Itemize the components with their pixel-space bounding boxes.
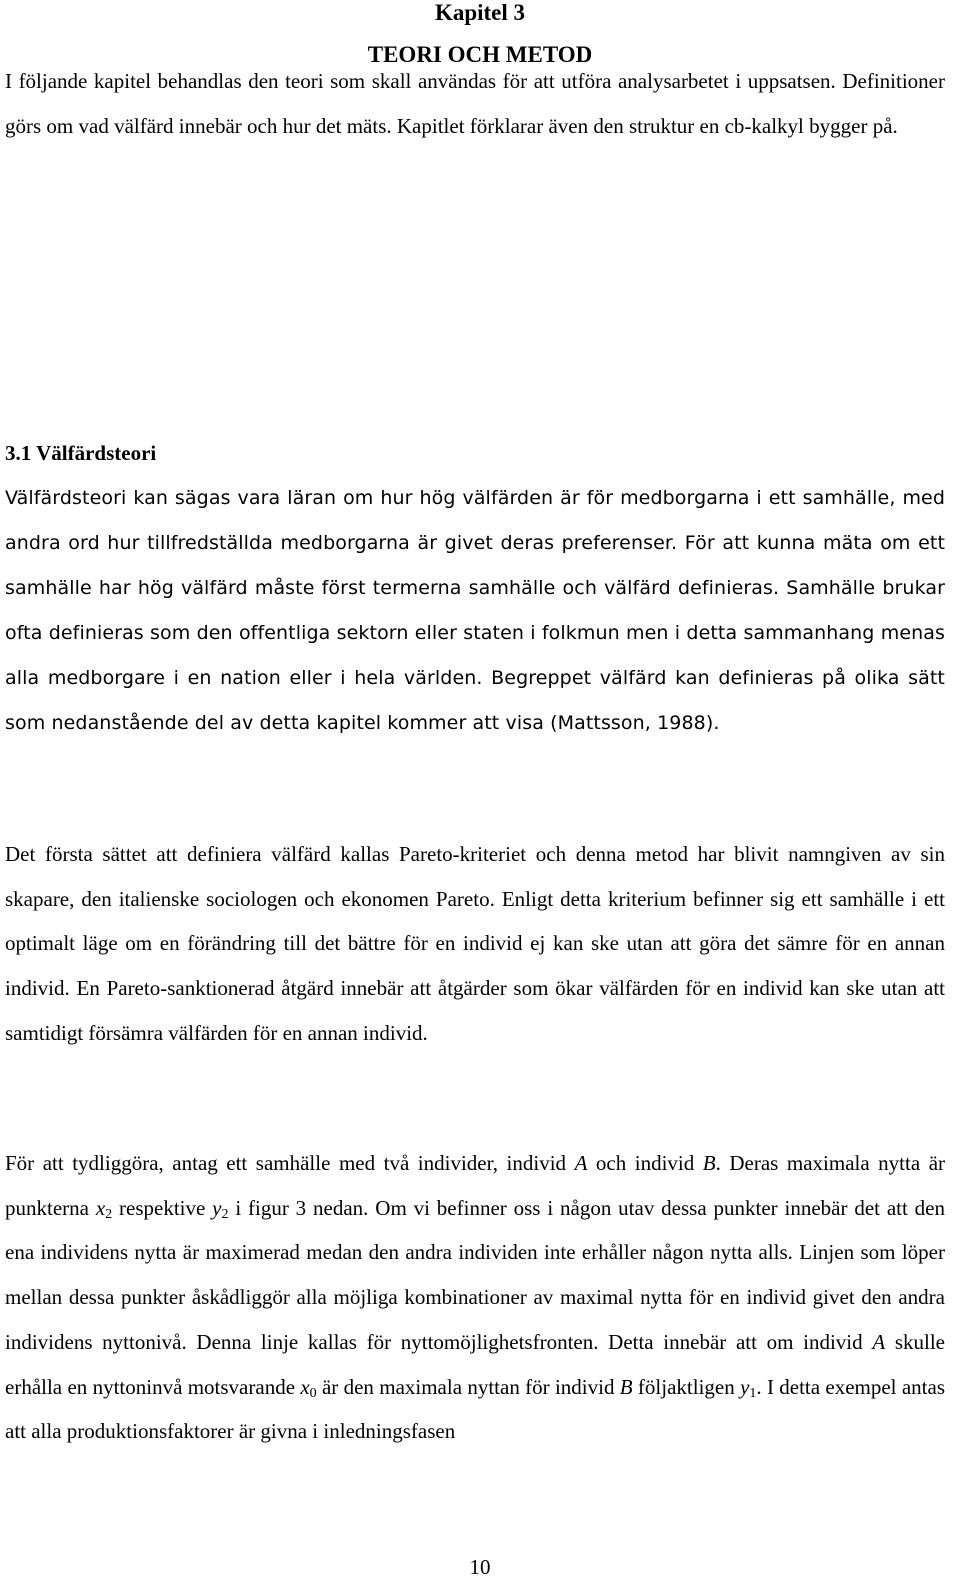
paragraph-utility-frontier	[5, 1141, 945, 1454]
variable-b: B	[619, 1374, 633, 1399]
variable-a: A	[574, 1151, 588, 1175]
section-heading: 3.1 Välfärdsteori	[5, 441, 157, 465]
text-run: och individ	[587, 1151, 703, 1175]
chapter-label: Kapitel 3	[434, 0, 526, 25]
subscript: 0	[309, 1385, 317, 1401]
text-run: . I detta exempel antas att alla produktionsfaktorer är givna i inledningsfasen	[5, 1374, 945, 1444]
paragraph-pareto: Det första sättet att definiera välfärd kallas Pareto-kriteriet och denna metod har blivit namngiven av sin skapare, den italienske sociologen och ekonomen Pareto. Enligt detta kriterium befinner sig ett samhälle i ett optimalt läge om en förändring till det bättre för en individ ej kan ske utan att göra det sämre för en annan individ. En Pareto-sanktionerad åtgärd innebär att åtgärder som ökar välfärden för en individ kan ske utan att samtidigt försämra välfärden för en annan individ.	[5, 842, 945, 1045]
variable-b: B	[702, 1151, 716, 1175]
text-run: skulle erhålla en nyttoninvå motsvarande	[5, 1329, 945, 1399]
variable-y: y	[212, 1195, 222, 1220]
paragraph-welfare-theory: Välfärdsteori kan sägas vara läran om hur hög välfärden är för medborgarna i ett samhälle, med andra ord hur tillfredställda medborgarna är givet deras preferenser. För att kunna mäta om ett samhälle har hög välfärd måste först termerna samhälle och välfärd definieras. Samhälle brukar ofta definieras som den offentliga sektorn eller staten i folkmun men i detta sammanhang menas alla medborgare i en nation eller i hela världen. Begreppet välfärd kan definieras på olika sätt som nedanstående del av detta kapitel kommer att visa (Mattsson, 1988).	[5, 487, 945, 734]
page-number: 10	[469, 1555, 491, 1579]
variable-a: A	[872, 1329, 886, 1354]
variable-x: x	[95, 1195, 106, 1220]
text-run: är den maximala nyttan för individ	[316, 1374, 620, 1399]
intro-paragraph: I följande kapitel behandlas den teori som skall användas för att utföra analysarbetet i uppsatsen. Definitioner görs om vad välfärd innebär och hur det mäts. Kapitlet förklarar även den struktur en cb-kalkyl bygger på.	[5, 69, 945, 138]
text-run: respektive	[112, 1195, 213, 1220]
text-run: För att tydliggöra, antag ett samhälle med två individer, individ	[5, 1151, 575, 1175]
subscript: 1	[749, 1385, 757, 1401]
text-run: . Deras maximala nytta är punkterna	[5, 1151, 946, 1220]
variable-y: y	[740, 1374, 750, 1399]
subscript: 2	[105, 1206, 113, 1222]
subscript: 2	[221, 1206, 229, 1222]
text-run: följaktligen	[632, 1374, 741, 1399]
variable-x: x	[300, 1374, 310, 1399]
chapter-title: TEORI OCH METOD	[367, 42, 593, 67]
text-run: i figur 3 nedan. Om vi befinner oss i någon utav dessa punkter innebär det att den ena individens nytta är maximerad medan den andra individen inte erhåller någon nytta alls. Linjen som löper mellan dessa punkter åskådliggör alla möjliga kombinationer av maximal nytta för en individ givet den andra individens nyttonivå. Denna linje kallas för nyttomöjlighetsfronten. Detta innebär att om individ	[5, 1195, 945, 1354]
